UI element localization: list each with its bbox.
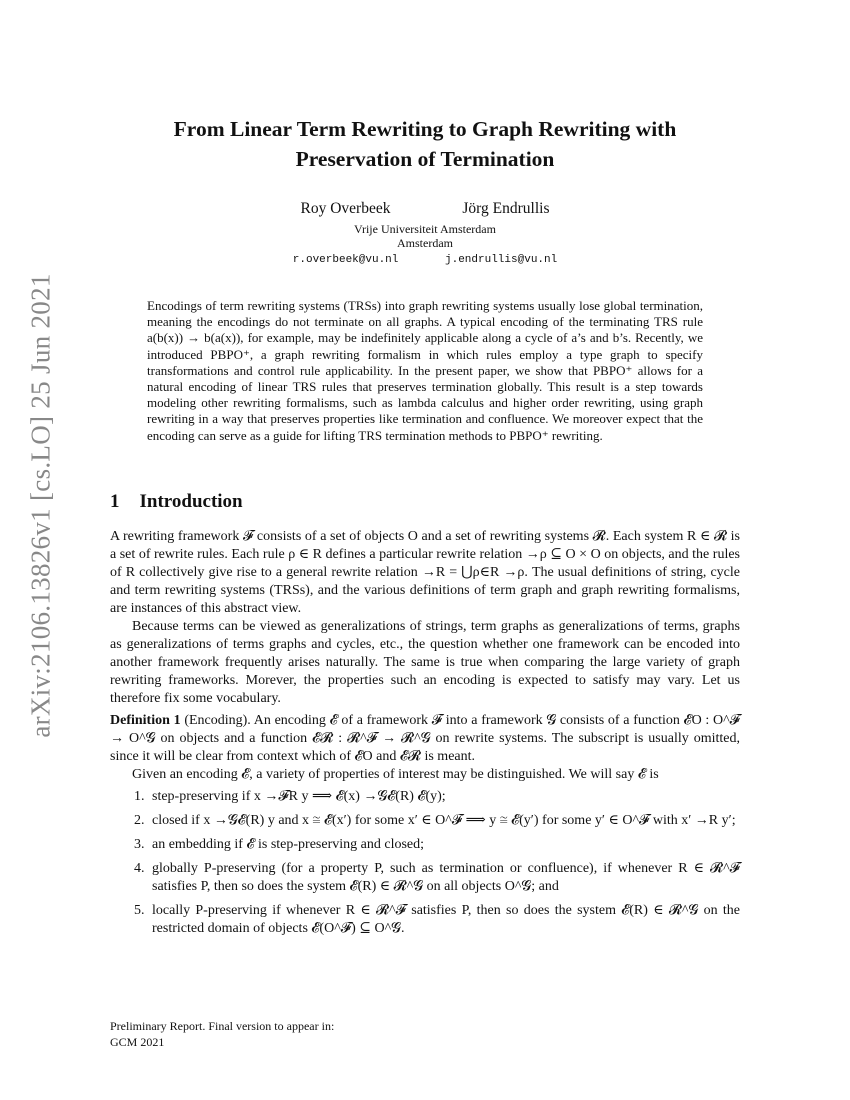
section-body xyxy=(110,528,740,944)
affiliation-line: Vrije Universiteit Amsterdam xyxy=(354,222,496,236)
arxiv-identifier-text: arXiv:2106.13826v1 [cs.LO] 25 Jun 2021 xyxy=(25,272,56,738)
definition-text: (Encoding). An encoding 𝓔 of a framework 𝓕 into a framework 𝓖 consists of a function 𝓔O : O^𝓕 → O^𝓖 on objects and a function 𝓔𝓡 : 𝓡^𝓕 → 𝓡^𝓖 on rewrite systems. The subscript is usually omitted, since it will be clear from context which of 𝓔O and 𝓔𝓡 is meant. xyxy=(110,713,741,764)
paragraph: A rewriting framework 𝓕 consists of a set of objects O and a set of rewriting systems 𝓡. Each system R ∈ 𝓡 is a set of rewrite rules. Each rule ρ ∈ R defines a particular rewrite relation →ρ ⊆ O × O on objects, and the rules of R collectively give rise to a general rewrite relation →R = ⋃ρ∈R →ρ. The usual definitions of string, cycle and term rewriting systems (TRSs), and the various definitions of term graph and graph rewriting formalisms, are instances of this abstract view. xyxy=(110,529,740,616)
paragraph: Because terms can be viewed as generalizations of strings, term graphs as generalizations of terms, graphs as generalizations of terms graphs and cycles, etc., the question whether one framework can be encoded into another framework frequently arises naturally. The same is true when comparing the large variety of graph rewriting frameworks. Morever, the properties such an encoding is expected to satisfy may vary. Let us therefore fix some vocabulary. xyxy=(110,619,740,706)
list-item: 4. globally P-preserving (for a property P, such as termination or confluence), if whenever R ∈ 𝓡^𝓕 satisfies P, then so does the system 𝓔(R) ∈ 𝓡^𝓖 on all objects O^𝓖; and xyxy=(148,860,740,896)
definition-label: Definition 1 xyxy=(110,713,181,728)
affiliation xyxy=(0,222,850,250)
section-heading xyxy=(110,491,243,513)
author-name: Roy Overbeek xyxy=(300,200,391,217)
section-number: 1 xyxy=(110,491,120,512)
arxiv-identifier xyxy=(20,272,62,738)
author-email[interactable]: r.overbeek@vu.nl xyxy=(292,254,399,266)
list-item: 5. locally P-preserving if whenever R ∈ 𝓡^𝓕 satisfies P, then so does the system 𝓔(R) ∈ 𝓡^𝓖 on the restricted domain of objects 𝓔(O^𝓕) ⊆ O^𝓖. xyxy=(148,902,740,938)
paragraph: Given an encoding 𝓔, a variety of properties of interest may be distinguished. We will say 𝓔 is xyxy=(132,767,659,782)
footnote-line: GCM 2021 xyxy=(110,1035,165,1049)
list-item: 3. an embedding if 𝓔 is step-preserving and closed; xyxy=(148,836,740,854)
title-line-2: Preservation of Termination xyxy=(295,147,555,171)
author-name: Jörg Endrullis xyxy=(462,200,550,217)
section-title: Introduction xyxy=(139,491,243,512)
affiliation-line: Amsterdam xyxy=(397,236,453,250)
paper-title xyxy=(100,114,750,174)
author-email[interactable]: j.endrullis@vu.nl xyxy=(445,254,558,266)
list-item: 1. step-preserving if x →𝓕R y ⟹ 𝓔(x) →𝓖𝓔(R) 𝓔(y); xyxy=(148,788,740,806)
property-list xyxy=(110,788,740,938)
list-item: 2. closed if x →𝓖𝓔(R) y and x ≅ 𝓔(x′) for some x′ ∈ O^𝓕 ⟹ y ≅ 𝓔(y′) for some y′ ∈ O^𝓕 with x′ →R y′; xyxy=(148,812,740,830)
email-list xyxy=(0,254,850,266)
author-list xyxy=(0,200,850,218)
definition xyxy=(110,712,740,766)
title-line-1: From Linear Term Rewriting to Graph Rewriting with xyxy=(173,117,677,141)
abstract: Encodings of term rewriting systems (TRSs) into graph rewriting systems usually lose global termination, meaning the encodings do not terminate on all graphs. A typical encoding of the terminating TRS rule a(b(x)) → b(a(x)), for example, may be indefinitely applicable along a cycle of a’s and b’s. Recently, we introduced PBPO⁺, a graph rewriting formalism in which rules employ a type graph to specify transformations and control rule applicability. In the present paper, we show that PBPO⁺ allows for a natural encoding of linear TRS rules that preserves termination globally. This result is a step towards modeling other rewriting formalisms, such as lambda calculus and higher order rewriting, using graph rewriting in a way that preserves properties like termination and confluence. We moreover expect that the encoding can serve as a guide for lifting TRS termination methods to PBPO⁺ rewriting. xyxy=(147,298,703,443)
footnote xyxy=(110,1018,334,1050)
footnote-line: Preliminary Report. Final version to appear in: xyxy=(110,1019,335,1033)
